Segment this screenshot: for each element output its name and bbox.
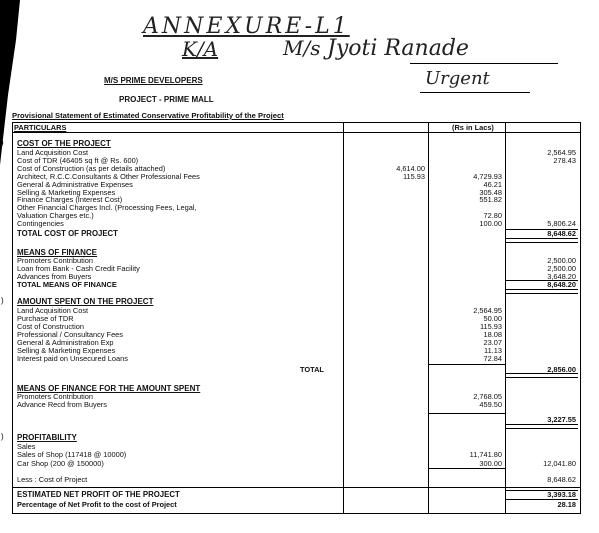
- spent-row-value: 11.13: [484, 346, 502, 355]
- net-profit-value: 3,393.18: [547, 490, 576, 499]
- spent-row-value: 50.00: [483, 314, 502, 323]
- finance-total-label: TOTAL MEANS OF FINANCE: [17, 280, 117, 289]
- col-divider-1: [343, 122, 344, 513]
- spent-heading: AMOUNT SPENT ON THE PROJECT: [17, 297, 154, 306]
- finance-spent-total-double-rule: [506, 424, 578, 429]
- project-name: PROJECT - PRIME MALL: [119, 95, 214, 104]
- spent-row-label: Cost of Construction: [17, 322, 84, 331]
- cost-total-value: 8,648.62: [547, 229, 576, 238]
- spent-row-label: General & Administration Exp: [17, 338, 114, 347]
- cost-row-label: Finance Charges (Interest Cost): [17, 195, 123, 205]
- less-cost-label: Less : Cost of Project: [17, 475, 88, 484]
- cost-total-label: TOTAL COST OF PROJECT: [17, 229, 118, 238]
- finance-spent-row-label: Promoters Contribution: [17, 392, 93, 401]
- table-header-rule: [12, 132, 580, 133]
- handwritten-annexure: ANNEXURE-L1: [143, 14, 350, 39]
- cost-row-label: Valuation Charges etc.): [17, 211, 94, 221]
- finance-spent-heading: MEANS OF FINANCE FOR THE AMOUNT SPENT: [17, 384, 201, 393]
- handwritten-ka: K/A: [182, 37, 219, 61]
- finance-spent-row-label: Advance Recd from Buyers: [17, 400, 107, 409]
- urgent-underline: [420, 92, 530, 93]
- spent-row-value: 2,564.95: [473, 306, 502, 315]
- spent-row-label: Purchase of TDR: [17, 314, 74, 323]
- finance-row-label: Loan from Bank - Cash Credit Facility: [17, 264, 140, 273]
- sales-label: Sales: [17, 442, 36, 451]
- finance-row-label: Advances from Buyers: [17, 272, 92, 281]
- cost-row-col3: 278.43: [553, 155, 576, 165]
- section-marker: ): [1, 138, 4, 147]
- cost-row-label: Architect, R.C.C.Consultants & Other Professional Fees: [17, 171, 200, 181]
- finance-total-value: 8,648.20: [547, 280, 576, 289]
- handwritten-urgent: Urgent: [425, 68, 490, 89]
- finance-row-label: Promoters Contribution: [17, 256, 93, 265]
- finance-spent-row-value: 459.50: [479, 400, 502, 409]
- profit-row-col2: 300.00: [479, 459, 502, 468]
- spent-row-label: Professional / Consultancy Fees: [17, 330, 123, 339]
- header-unit: (Rs in Lacs): [452, 123, 494, 132]
- statement-title: Provisional Statement of Estimated Conservative Profitability of the Project: [12, 111, 284, 120]
- net-profit-label: ESTIMATED NET PROFIT OF THE PROJECT: [17, 490, 180, 499]
- spent-subtotal-rule: [429, 364, 505, 365]
- spent-total-double-rule: [506, 373, 578, 378]
- cost-row-col3: 5,806.24: [547, 219, 576, 229]
- cost-row-col1: 4,614.00: [396, 163, 425, 173]
- handwritten-name: Jyoti Ranade: [327, 36, 469, 61]
- finance-total-double-rule: [506, 289, 578, 294]
- header-particulars: PARTICULARS: [14, 123, 67, 132]
- col-divider-3: [505, 122, 506, 513]
- spent-total-label: TOTAL: [300, 365, 324, 374]
- cost-row-col2: 551.82: [479, 195, 502, 205]
- cost-total-double-rule: [506, 238, 578, 243]
- profit-row-label: Sales of Shop (117418 @ 10000): [17, 450, 127, 459]
- cost-row-col3: 2,564.95: [547, 148, 576, 157]
- spent-row-value: 72.84: [483, 354, 502, 363]
- handwritten-ms: M/s: [283, 36, 321, 60]
- finance-row-value: 2,500.00: [547, 256, 576, 265]
- section-marker: ): [1, 296, 4, 305]
- profit-row-label: Car Shop (200 @ 150000): [17, 459, 104, 468]
- profit-section-rule: [12, 487, 580, 488]
- spent-row-value: 115.93: [479, 322, 502, 331]
- less-cost-value: 8,648.62: [547, 475, 576, 484]
- spent-row-label: Interest paid on Unsecured Loans: [17, 354, 128, 363]
- name-underline: [410, 63, 558, 64]
- cost-row-col2: 4,729.93: [473, 171, 502, 181]
- cost-row-label: Selling & Marketing Expenses: [17, 187, 116, 197]
- cost-row-label: General & Administrative Expenses: [17, 179, 133, 189]
- spent-row-label: Selling & Marketing Expenses: [17, 346, 116, 355]
- section-marker: ): [1, 432, 4, 441]
- cost-row-col1: 115.93: [402, 171, 425, 181]
- percentage-value: 28.18: [557, 500, 576, 509]
- cost-row-label: Cost of Construction (as per details attached): [17, 163, 166, 173]
- cost-row-label: Contingencies: [17, 219, 64, 229]
- spent-row-value: 23.07: [483, 338, 502, 347]
- cost-row-col2: 72.80: [483, 211, 502, 221]
- spent-total-value: 2,856.00: [547, 365, 576, 374]
- cost-row-label: Other Financial Charges Incl. (Processing Fees, Legal,: [17, 203, 197, 213]
- col-divider-2: [428, 122, 429, 513]
- profit-heading: PROFITABILITY: [17, 433, 77, 442]
- spent-row-label: Land Acquisition Cost: [17, 306, 89, 315]
- cost-row-col2: 305.48: [479, 187, 502, 197]
- percentage-label: Percentage of Net Profit to the cost of Project: [17, 500, 177, 509]
- cost-row-col2: 46.21: [483, 179, 502, 189]
- profit-row-col3: 12,041.80: [543, 459, 576, 468]
- cost-row-label: Land Acquisition Cost: [17, 148, 89, 157]
- cost-heading: COST OF THE PROJECT: [17, 139, 111, 148]
- finance-spent-rule: [429, 413, 505, 414]
- finance-row-value: 2,500.00: [547, 264, 576, 273]
- cost-row-col2: 100.00: [479, 219, 502, 229]
- finance-row-value: 3,648.20: [547, 272, 576, 281]
- finance-heading: MEANS OF FINANCE: [17, 248, 97, 257]
- profit-sales-rule: [429, 468, 505, 469]
- finance-spent-total-value: 3,227.55: [547, 415, 576, 424]
- spent-row-value: 18.08: [483, 330, 502, 339]
- cost-row-label: Cost of TDR (46405 sq ft @ Rs. 600): [17, 155, 139, 165]
- company-name: M/S PRIME DEVELOPERS: [104, 76, 203, 85]
- finance-spent-row-value: 2,768.05: [473, 392, 502, 401]
- profit-row-col2: 11,741.80: [469, 450, 502, 459]
